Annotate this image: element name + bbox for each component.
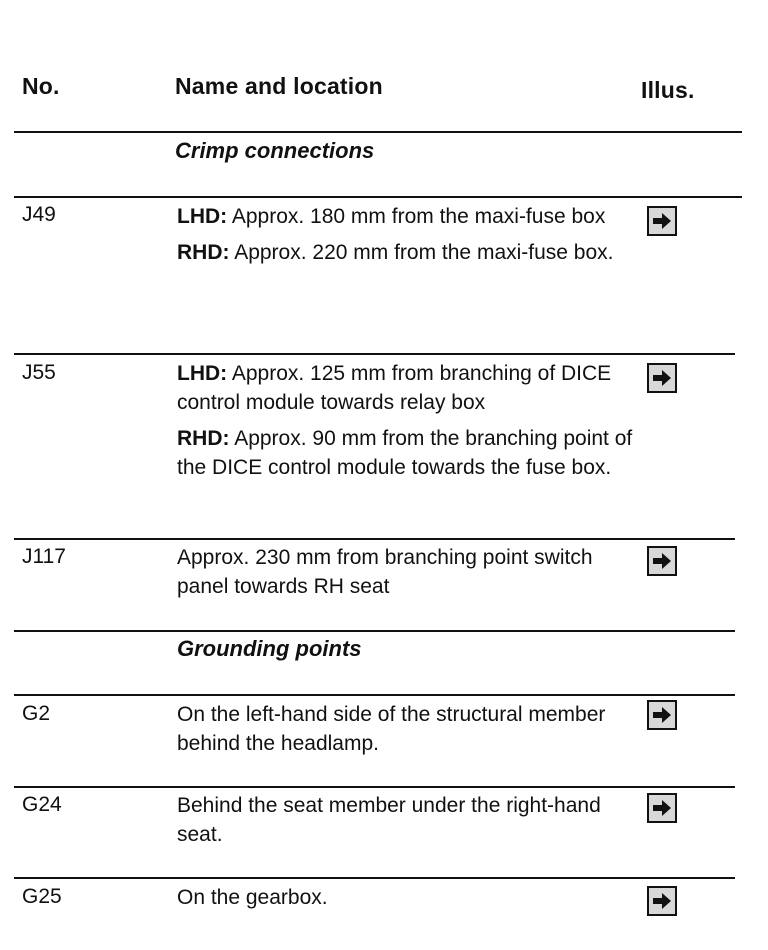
row-no-j117: J117 [22,545,66,568]
section-title-crimp-connections: Crimp connections [175,138,375,163]
row-divider [14,694,735,696]
lhd-line [177,359,647,417]
arrow-right-icon[interactable] [647,700,677,730]
rhd-label: RHD: [177,241,230,264]
row-no-j55: J55 [22,361,56,384]
row-no-j49: J49 [22,203,56,226]
arrow-right-icon[interactable] [647,886,677,916]
rhd-line [177,238,647,267]
lhd-label: LHD: [177,362,228,385]
row-divider [14,786,735,788]
row-desc-j117: Approx. 230 mm from branching point switch panel towards RH seat [177,546,593,598]
arrow-right-icon[interactable] [647,363,677,393]
rhd-line [177,424,647,482]
column-header-illus: Illus. [641,77,695,103]
row-no-g25: G25 [22,885,62,908]
arrow-right-icon[interactable] [647,206,677,236]
rhd-text: Approx. 90 mm from the branching point of the DICE control module towards the fuse box. [177,427,633,479]
rhd-label: RHD: [177,427,230,450]
row-no-g24: G24 [22,793,62,816]
lhd-text: Approx. 125 mm from branching of DICE control module towards relay box [177,362,612,414]
column-header-no: No. [22,73,60,99]
row-divider [14,196,742,198]
section-title-grounding-points: Grounding points [177,636,362,661]
row-divider [14,877,735,879]
rhd-text: Approx. 220 mm from the maxi-fuse box. [234,241,614,264]
row-desc-j55 [177,359,647,489]
arrow-right-icon[interactable] [647,793,677,823]
row-desc-j49 [177,202,647,274]
row-desc-g2: On the left-hand side of the structural member behind the headlamp. [177,703,606,755]
lhd-label: LHD: [177,205,228,228]
row-desc-g25: On the gearbox. [177,886,328,909]
row-divider [14,353,735,355]
lhd-text: Approx. 180 mm from the maxi-fuse box [231,205,606,228]
row-no-g2: G2 [22,702,51,725]
row-desc-g24: Behind the seat member under the right-hand seat. [177,794,601,846]
lhd-line [177,202,647,231]
row-divider [14,630,735,632]
row-divider [14,538,735,540]
arrow-right-icon[interactable] [647,546,677,576]
header-divider [14,131,742,133]
column-header-name-location: Name and location [175,73,383,99]
